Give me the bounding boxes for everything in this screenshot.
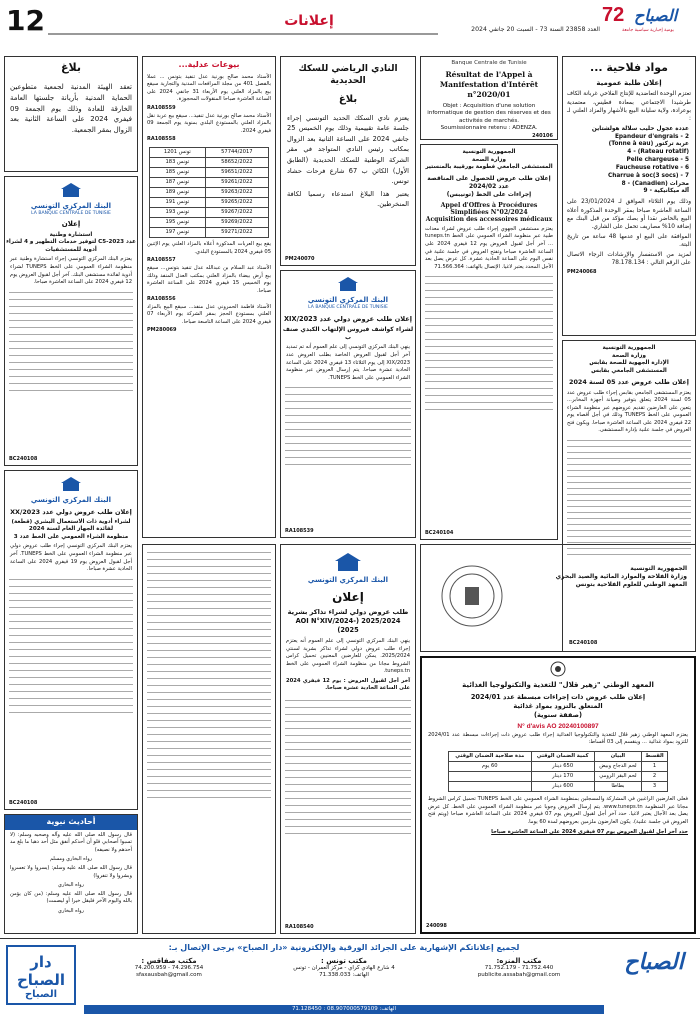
footer-right-logo <box>612 949 696 999</box>
table-cell: 59265/2022 <box>205 198 268 208</box>
agri-ref: PM240068 <box>567 269 597 276</box>
cbt-intl-tender-ad <box>280 544 416 934</box>
table-cell: 1 <box>642 761 668 771</box>
newspaper-logo <box>600 2 696 36</box>
institute-seal-icon <box>427 551 517 641</box>
footer-office-sfax <box>84 957 254 980</box>
table-cell: تونس 185 <box>150 168 206 178</box>
table-row <box>449 781 668 791</box>
table-cell: 60 يوم <box>449 761 532 771</box>
cbt2-body: ينهي البنك المركزي التونسي إلى علم العموم أنه يعتزم إجراء طلب عروض دولي لشراء تذاكر بشرية لسنتي 2025/2024. يمكن للعارضين المعنيين تحميل كراس الشروط مجانا من منظومة الشراء العمومي على الخط tuneps.tn. <box>286 638 410 675</box>
list-item: آلة ميكانيكية - 9 <box>643 188 689 195</box>
cbt4-subtitle: لشراء أدوية ذات الاستعمال البشري (قطعة) لفائدة الجهاز العام لسنة 2024 منظومة الشراء العمومي على الخط عدد 3 <box>11 518 131 540</box>
agri-ad-box <box>562 56 696 336</box>
page-header <box>0 0 700 44</box>
header-divider <box>48 33 438 35</box>
cbt2-ref: RA108540 <box>285 924 314 931</box>
table-cell: لحم الدجاج وبيض <box>594 761 641 771</box>
table-cell: تونس 1201 <box>150 148 206 158</box>
table-cell: 58652/2022 <box>205 158 268 168</box>
judicial-sales-box-2 <box>142 544 276 934</box>
club-ref: PM240070 <box>285 256 315 263</box>
list-item: محراث (Canadien) - 8 <box>621 180 689 187</box>
list-item: عربة تركتور (Tonne à eau) <box>608 141 689 148</box>
footer-office-tunis <box>259 957 429 980</box>
footer-left-name: الصباح <box>24 989 58 1000</box>
sale3-text: يقع بيع العربات المذكورة أعلاه بالمزاد العلني يوم الإثنين 05 فيفري 2024 بالمستودع البلدي. <box>147 241 271 255</box>
table-header-cell: البيان <box>594 751 641 761</box>
table-row <box>150 208 269 218</box>
cbt3-body-filler <box>5 287 137 437</box>
list-item: Epandeur d'engrais - 2 <box>614 133 689 140</box>
nutrition-intro: يعتزم المعهد الوطني زهير قلال للتغذية والتكنولوجيا الغذائية إجراء طلب عروض ذات إجراءات مبسطة عدد 2024/01 للتزود بمواد غذائية ... وينقسم إلى 03 أقساط: <box>428 731 688 746</box>
cbt-name: البنك المركزي التونسي <box>307 295 389 304</box>
agri-notice-2: الموافقة على البيع او عدمها 48 ساعة من تاريخ البتة. <box>567 233 691 249</box>
sale1-text: الأستاذ محمد صالح بورنية عدل تنفيذ بتونس ... عملا بالفصل 401 من مجلة المرافعات المدنية والتجارية سيقع بيع بالمزاد العلني يوم الأربعاء 31 جانفي 2024 على الساعة العاشرة صباحا المنقولات المحجوزة. <box>147 73 271 103</box>
table-header-cell: القسط <box>642 751 668 761</box>
table-cell: 59651/2022 <box>205 168 268 178</box>
footer-phones: الهاتف: 08.907000579109 : 71.128450 <box>84 1005 604 1014</box>
cbt3-name-fr: LA BANQUE CENTRALE DE TUNISIE <box>31 211 111 217</box>
logo-name: الصباح <box>634 6 678 25</box>
institute-emblem-icon <box>547 660 569 678</box>
cbt-logo <box>281 275 415 296</box>
cbt3-subtitle: استشارة وطنية عدد C5-2023 لتوفير خدمات التطهير و 4 لشراء أدوية للمستشفيات <box>6 231 136 253</box>
table-row <box>150 198 269 208</box>
sale3-ref: RA108557 <box>147 257 176 264</box>
agri-title: مواد فلاحية ... <box>590 61 668 74</box>
club-text: يعتزم نادي السكك الحديد التونسي إجراء جلسة عامة تقييمية وذلك يوم الخميس 25 جانفي 2024 على الساعة الثانية بعد الزوال بمكاتب رئيس النادي المتواجد في مقر الشركة الوطنية للسكك الحديدية (الطابق الأول) الكائن ب 67 شارع فرحات حشاد تونس. <box>287 113 409 186</box>
cbt4-ref: BC240108 <box>9 800 38 807</box>
bct-winner: Soumissionnaire retenu : ADENZA. <box>440 125 538 132</box>
monastir-body-filler <box>421 271 557 501</box>
cbt3-body: يعتزم البنك المركزي التونسي إجراء استشارة وطنية عبر منظومة الشراء العمومي على الخط TUNEPS لشراء أدوية لفائدة مستشفى البنك. آخر أجل لقبول العروض يوم 12 فيفري 2024 على الساعة العاشرة صباحا. <box>10 256 132 286</box>
nutrition-institute-ad <box>420 656 696 934</box>
judicial-sales-box <box>142 56 276 538</box>
agri-notice: وذلك يوم الثلاثاء الموافق لـ 23/01/2024 على الساعة العاشرة صباحا بمقر الوحدة المذكورة أعلاه البيع بالحاضر نقدا أو بصك مؤكد من قبل البنك مع إضافة 10% مصاريف تحمل على الشاري. <box>567 199 691 231</box>
monastir-hospital-ad <box>420 144 558 540</box>
monastir-subtitle: Appel d'Offres à Procédures Simplifiées N°02/2024 <box>440 201 538 216</box>
cbt2-deadline: آخر أجل لقبول العروض : يوم 12 فيفري 2024 على الساعة الحادية عشرة صباحا. <box>286 677 410 692</box>
nutrition-subtitle: إعلان طلب عروض ذات إجراءات مبسطة عدد 2024/01 المتعلق بالتزود بمواد غذائية (صفقة سنوية) <box>470 693 646 719</box>
table-cell: 600 دينار <box>531 781 594 791</box>
table-row <box>150 158 269 168</box>
office-sfax-lines: 74.296.754 - 74.200.959 sfaxausbah@gmail.com <box>134 965 204 979</box>
footer-left-logo <box>6 945 76 1005</box>
bct-ref: 240106 <box>532 132 553 139</box>
cbt-ref: RA108539 <box>285 528 314 535</box>
nutrition-gov-header-box <box>420 544 696 652</box>
table-row <box>150 228 269 238</box>
logo-number: 72 <box>602 4 625 26</box>
hadith-1-source: رواه البخاري ومسلم <box>49 856 93 863</box>
cbt4-title: إعلان طلب عروض دولي عدد 2023/XX <box>10 508 132 517</box>
logo-tagline: يومية إخبارية سياسية جامعة <box>622 28 674 33</box>
monastir-title: إعلان طلب عروض للحصول على المناقصة عدد 2024/02 إجراءات على الخط (تونيبس) <box>427 174 551 198</box>
table-cell: بطاطا <box>594 781 641 791</box>
sale5-ref: PM280069 <box>147 327 177 334</box>
cbt-body: ينهي البنك المركزي التونسي إلى علم العموم أنه تم تمديد آخر أجل لقبول العروض الخاصة بطلب العروض عدد 2023/XIX إلى يوم الثلاثاء 13 فيفري 2024 على الساعة الحادية عشرة صباحا. يتم إرسال العروض عبر منظومة الشراء العمومي على الخط TUNEPS. <box>286 344 411 381</box>
table-cell: 2 <box>642 771 668 781</box>
bank-emblem-icon <box>59 475 83 493</box>
hadith-1: قال رسول الله صلى الله عليه وآله وصحبه وسلم: (لا تسبوا أصحابي فلو أن أحدكم أنفق مثل أحد ذهبا ما بلغ مد أحدهم ولا نصيفه) <box>10 831 132 853</box>
cbt3-title: إعلان <box>61 220 81 229</box>
agri-items <box>563 124 695 198</box>
club-subtitle: بلاغ <box>338 94 358 106</box>
table-cell: 57744/2017 <box>205 148 268 158</box>
cbt4-body-filler <box>5 574 137 784</box>
page-number: 12 <box>6 4 45 37</box>
cbt-name-fr: LA BANQUE CENTRALE DE TUNISIE <box>308 305 388 311</box>
table-cell <box>449 781 532 791</box>
table-header-cell: مدة صلاحية الضمان الوقتي <box>449 751 532 761</box>
notice-box <box>4 56 138 172</box>
gabes-header: الجمهورية التونسية وزارة الصحة الإدارة الجهوية للصحة بقابس المستشفى الجامعي بقابس <box>589 345 669 374</box>
gabes-body: يعتزم المستشفى الجامعي بقابس إجراء طلب عروض عدد 05 لسنة 2024 يتعلق بتوفير وصيانة أجهزة المخابر... يتعين على العارضين تقديم عروضهم عبر منظومة الشراء العمومي على الخط TUNEPS وذلك في أجل أقصاه يوم 22 فيفري 2024 على الساعة العاشرة صباحا. ويكون فتح العروض في جلسة علنية بإدارة المستشفى. <box>567 389 692 434</box>
sale4-text: الأستاذ عبد السلام بن عبدالله عدل تنفيذ بتونس... سيقع بيع أرض بيضاء بالمزاد العلني بمكتب العدل المنفذ وذلك يوم الخميس 15 فيفري 2024 على الساعة العاشرة صباحا. <box>147 264 272 294</box>
table-cell <box>449 771 532 781</box>
table-cell: تونس 193 <box>150 208 206 218</box>
page-footer <box>0 938 700 1021</box>
cbt3-ref: BC240108 <box>9 456 38 463</box>
hadith-title: أحاديث نبوية <box>5 815 137 830</box>
bank-emblem-icon <box>59 181 83 199</box>
cbt3-name: البنك المركزي التونسي <box>30 201 112 210</box>
bct-object: Objet : Acquisition d'une solution informatique de gestion des réserves et des activités de marchés. <box>427 102 551 124</box>
nutrition-logo <box>422 660 694 681</box>
table-cell: 59267/2022 <box>205 208 268 218</box>
nutrition-gov-header: الجمهورية التونسية وزارة الفلاحة والموارد المائية والصيد البحري المعهد الوطني للعلوم الفلاحية بتونس <box>555 565 687 589</box>
sale2-text: الأستاذ محمد صالح بورنية عدل تنفيذ... سيقع بيع عربة نقل بالمزاد العلني بالمستودع البلدي بمنوبة يوم الجمعة 09 فيفري 2024. <box>147 112 271 134</box>
list-item: Pelle chargeuse - 5 <box>626 157 689 164</box>
sale5-text: الأستاذ فاطمة الحمروني عدل منفذ... سيقع البيع بالمزاد العلني بمستودع الحجز بمقر الشركة يوم الأربعاء 07 فيفري 2024 على الساعة التاسعة صباحا. <box>147 303 271 325</box>
section-title: إعلانات <box>284 13 334 29</box>
nutrition-body: فعلى العارضين الراغبين في المشاركة والمسجلين بمنظومة الشراء العمومي على الخط TUNEPS تحميل كراس الشروط مجانا عبر المنظومة www.tuneps.tn. يتم إرسال العروض وجوبا عبر منظومة الشراء العمومي على الخط. كل عرض يصل بعد الآجال يعتبر لاغيا. حدد آخر أجل لقبول العروض يوم 07 فيفري 2024 على الساعة العاشرة صباحا (ويتم فتح العروض في جلسة علنية). يكون العارضون ملزمين بعروضهم لمدة 60 يوما. <box>428 795 688 825</box>
bct-result-ad <box>420 56 558 140</box>
cbt3-logo <box>5 181 137 202</box>
table-cell: 59271/2022 <box>205 228 268 238</box>
cbt-medicine-ad <box>4 470 138 810</box>
cbt2-subtitle: طلب عروض دولي لشراء تذاكر بشرية 2025/2024 (AOI N°XIV/2024-2025) <box>287 608 409 635</box>
railway-club-ad <box>280 56 416 266</box>
office-tunis-title: مكتب تونس : <box>321 957 367 965</box>
table-cell: تونس 183 <box>150 158 206 168</box>
agri-notice-3: لمزيد من الاستفسار والإرشادات الرجاء الاتصال على الرقم التالي : 78.178.134 <box>567 251 691 266</box>
cbt-subtitle: لشراء كواشف فيروس الإلتهاب الكبدي صنف ب <box>282 326 414 342</box>
table-header-cell: كمية الضمان الوقتي <box>531 751 594 761</box>
office-tunis-lines: 4 شارع الهادي كراي - مركز العمران - تونس الهاتف: 71.338.033 <box>293 965 395 979</box>
cbt-body-filler <box>281 382 415 502</box>
monastir-body: يعتزم مستشفى الجهوي إجراء طلب عروض لشراء معدات طبية عبر منظومة الشراء العمومي على الخط tuneps.tn ... آخر أجل لقبول العروض يوم 12 فيفري 2024 على الساعة العاشرة صباحا وتفتح العروض في جلسة علنية في نفس اليوم على الساعة الحادية عشرة. كل عرض يصل بعد الأجل المحدد يعتبر لاغيا. الإتصال بالهاتف: 71.566.364 <box>425 225 553 270</box>
bct-header: Banque Centrale de Tunisie <box>451 60 527 66</box>
agri-intro: تعتزم الوحدة التعاضدية للإنتاج الفلاحي غربانة الكاف طرشيدا الاجتماعي بمعادة فطيس، معتمدية بوعرادة، ولاية سليانة البيع بالأشهار والمزاد العلني لـ : <box>567 91 691 123</box>
hadith-3-source: رواه البخاري <box>58 908 84 915</box>
table-cell: 3 <box>642 781 668 791</box>
table-row <box>150 218 269 228</box>
notice-title: بلاغ <box>61 61 81 74</box>
table-row <box>150 188 269 198</box>
sales-2-filler <box>143 545 275 925</box>
cbt2-body-filler <box>281 695 415 905</box>
club-title: النادي الرياضي للسكك الحديدية <box>298 64 398 87</box>
nutrition-title: المعهد الوطني "زهير قلال" للتغذية والتكنولوجيا الغذائية <box>462 680 654 689</box>
sale4-ref: RA108556 <box>147 296 176 303</box>
sale1-ref: RA108559 <box>147 104 176 111</box>
footer-offices <box>84 957 604 999</box>
table-row <box>449 761 668 771</box>
table-row <box>150 178 269 188</box>
table-cell: لحم البقر الرومي <box>594 771 641 781</box>
list-item: عددة عجول حليب سلالة هولشتاين <box>591 125 689 132</box>
table-cell: تونس 195 <box>150 218 206 228</box>
club-text-2: يعتبر هذا البلاغ استدعاء رسميا لكافة المنخرطين. <box>287 189 409 209</box>
table-cell: تونس 197 <box>150 228 206 238</box>
footer-center-title: لجميع إعلاناتكم الإشهارية على الجرائد الورقية والإلكترونية «دار الصباح» يرجى الإتصال بـ: <box>168 943 520 952</box>
table-cell: 59263/2022 <box>205 188 268 198</box>
gabes-ref: BC240108 <box>569 640 598 647</box>
table-row <box>449 771 668 781</box>
office-menzah-lines: 71.752.440 - 71.752.179 publicite.assabah@gmail.com <box>477 965 561 979</box>
monastir-header: الجمهورية التونسية وزارة الصحة المستشفى الجامعي فطومة بورقيبة بالمنستير <box>425 149 553 171</box>
cbt-title: إعلان طلب عروض دولي عدد 2023/XIX <box>283 315 413 324</box>
table-cell: 650 دينار <box>531 761 594 771</box>
list-item: Charrue à soc(3 socs) - 7 <box>607 172 689 179</box>
notice-text: تعقد الهيئة المدنية لجمعية متطوعين الحماية المدنية بأريانة جلستها العامة الخارقة للعادة وذلك يوم الجمعة 09 فيفري 2024 على الساعة الثانية بعد الزوال بمقر الجمعية. <box>10 82 132 135</box>
monastir-subtitle-2: Acquisition des accessoires médicaux <box>425 215 553 223</box>
hadith-3: قال رسول الله صلى الله عليه وسلم: (من كان يؤمن بالله واليوم الآخر فليقل خيرا أو ليصمت) <box>10 890 132 905</box>
monastir-ref: BC240104 <box>425 530 454 537</box>
table-cell: تونس 191 <box>150 198 206 208</box>
sale-vehicles-table <box>149 147 269 238</box>
bank-emblem-icon <box>336 275 360 293</box>
cbt4-logo <box>5 475 137 496</box>
gabes-title: إعلان طلب عروض عدد 05 لسنة 2024 <box>569 378 689 387</box>
nutrition-lots-table <box>448 751 668 792</box>
agri-heading: إعلان طلبة عمومية <box>596 78 662 87</box>
nutrition-ref: 240098 <box>426 923 447 930</box>
table-cell: 59261/2022 <box>205 178 268 188</box>
cbt4-body: يعتزم البنك المركزي التونسي إجراء طلب عروض دولي عبر منظومة الشراء العمومي على الخط TUNEPS. آخر أجل لقبول العروض يوم 19 فيفري 2024 على الساعة الحادية عشرة صباحا. <box>10 543 133 573</box>
table-row <box>150 168 269 178</box>
table-cell: تونس 187 <box>150 178 206 188</box>
footer-left-title: دار الصباح <box>16 953 66 989</box>
cbt-tender-ad <box>280 270 416 538</box>
cbt4-name: البنك المركزي التونسي <box>30 495 112 504</box>
bct-title: Résultat de l'Appel à Manifestation d'Intérêt n°2020/01 <box>439 70 539 99</box>
cbt-consultation-ad <box>4 176 138 466</box>
office-sfax-title: مكتب صفاقس : <box>141 957 197 965</box>
office-menzah-title: مكتب المنزه: <box>496 957 542 965</box>
nutrition-deadline: حدد آخر أجل لقبول العروض يوم 07 فيفري 2024 على الساعة العاشرة صباحا <box>491 829 688 836</box>
cbt2-title: إعلان <box>332 590 364 605</box>
sale2-ref: RA108558 <box>147 136 176 143</box>
table-cell: 170 دينار <box>531 771 594 781</box>
footer-office-menzah <box>434 957 604 980</box>
cbt2-bank-name: البنك المركزي التونسي <box>307 575 389 584</box>
cbt2-logo <box>281 551 415 576</box>
table-row <box>150 148 269 158</box>
bank-emblem-icon <box>333 551 363 573</box>
nutrition-seal <box>427 551 517 641</box>
hadith-box <box>4 814 138 934</box>
table-cell: 59269/2022 <box>205 218 268 228</box>
sales-title: بيوعات عدلية... <box>178 60 240 69</box>
footer-right-name: الصباح <box>624 949 684 975</box>
issue-meta: العدد 23858 السنة 73 - السبت 20 جانفي 2024 <box>471 26 600 33</box>
list-item: Faucheuse rotative - 6 <box>615 164 689 171</box>
nutrition-avis-number: N° d'avis AO 20240100897 <box>517 722 599 730</box>
list-item: (Rateau rotatif) - 4 <box>627 149 689 156</box>
hadith-2: قال رسول الله صلى الله عليه وسلم: (يسروا ولا تعسروا وبشروا ولا تنفروا) <box>10 865 132 879</box>
table-cell: تونس 189 <box>150 188 206 198</box>
hadith-2-source: رواه البخاري <box>58 882 84 889</box>
